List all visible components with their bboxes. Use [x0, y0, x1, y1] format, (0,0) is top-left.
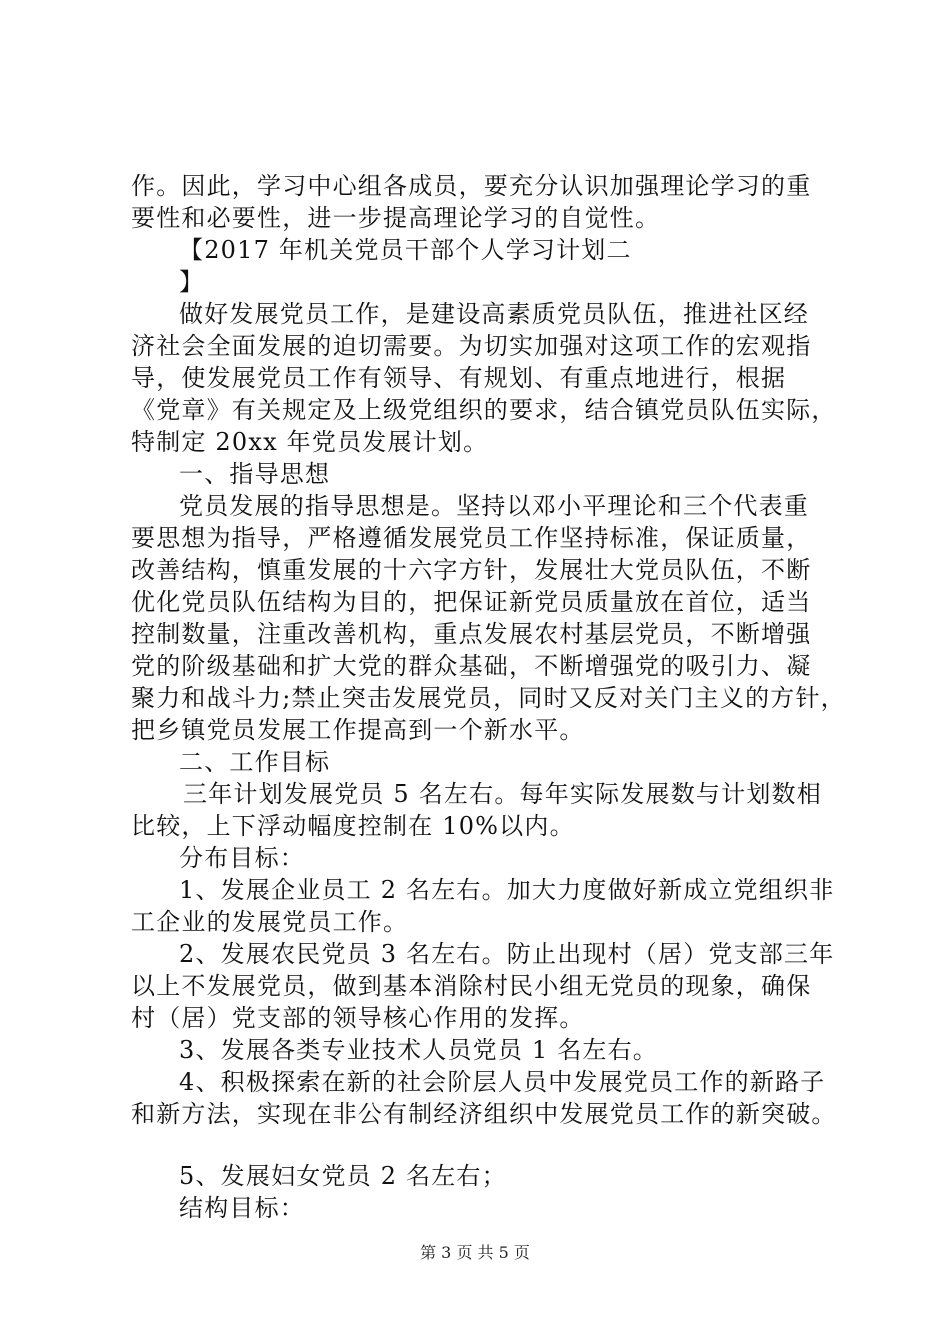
paragraph-line: 聚力和战斗力;禁止突击发展党员，同时又反对关门主义的方针， — [131, 684, 846, 712]
list-item: 3、发展各类专业技术人员党员 1 名左右。 — [179, 1036, 658, 1064]
paragraph-line: 做好发展党员工作，是建设高素质党员队伍，推进社区经 — [179, 300, 809, 328]
page-footer — [0, 1243, 950, 1263]
paragraph-line: 把乡镇党员发展工作提高到一个新水平。 — [131, 716, 585, 744]
page-number: 第 3 页 共 5 页 — [420, 1243, 530, 1262]
paragraph-line: 作。因此，学习中心组各成员，要充分认识加强理论学习的重 — [131, 172, 812, 200]
paragraph-line: 济社会全面发展的迫切需要。为切实加强对这项工作的宏观指 — [131, 332, 812, 360]
paragraph-line: 特制定 20xx 年党员发展计划。 — [131, 428, 489, 456]
list-item-continuation: 和新方法，实现在非公有制经济组织中发展党员工作的新突破。 — [131, 1100, 837, 1128]
subheading: 结构目标： — [179, 1194, 305, 1222]
paragraph-line: 三年计划发展党员 5 名左右。每年实际发展数与计划数相 — [183, 780, 822, 808]
paragraph-line: 要性和必要性，进一步提高理论学习的自觉性。 — [131, 204, 661, 232]
list-item: 2、发展农民党员 3 名左右。防止出现村（居）党支部三年 — [179, 940, 835, 968]
section-heading: 【2017 年机关党员干部个人学习计划二 — [179, 236, 632, 264]
paragraph-line: 比较，上下浮动幅度控制在 10%以内。 — [131, 812, 575, 840]
paragraph-line: 优化党员队伍结构为目的，把保证新党员质量放在首位，适当 — [131, 588, 812, 616]
paragraph-line: 导，使发展党员工作有领导、有规划、有重点地进行，根据 — [131, 364, 787, 392]
paragraph-line: 《党章》有关规定及上级党组织的要求，结合镇党员队伍实际， — [131, 396, 837, 424]
list-item-continuation: 村（居）党支部的领导核心作用的发挥。 — [131, 1004, 585, 1032]
paragraph-gap — [131, 1130, 837, 1160]
section-heading: 二、工作目标 — [179, 748, 331, 776]
paragraph-line: 控制数量，注重改善机构，重点发展农村基层党员，不断增强 — [131, 620, 812, 648]
paragraph-line: 改善结构，慎重发展的十六字方针，发展壮大党员队伍，不断 — [131, 556, 812, 584]
section-heading: 】 — [179, 268, 205, 296]
list-item: 1、发展企业员工 2 名左右。加大力度做好新成立党组织非 — [179, 876, 835, 904]
list-item: 5、发展妇女党员 2 名左右； — [179, 1162, 507, 1190]
document-body — [131, 170, 846, 1224]
section-heading: 一、指导思想 — [179, 460, 331, 488]
list-item: 4、积极探索在新的社会阶层人员中发展党员工作的新路子 — [179, 1068, 826, 1096]
paragraph-line: 党员发展的指导思想是。坚持以邓小平理论和三个代表重 — [179, 492, 809, 520]
paragraph-line: 要思想为指导，严格遵循发展党员工作坚持标准，保证质量， — [131, 524, 812, 552]
list-item-continuation: 以上不发展党员，做到基本消除村民小组无党员的现象，确保 — [131, 972, 812, 1000]
list-item-continuation: 工企业的发展党员工作。 — [131, 908, 409, 936]
subheading: 分布目标： — [179, 844, 305, 872]
paragraph-line: 党的阶级基础和扩大党的群众基础，不断增强党的吸引力、凝 — [131, 652, 812, 680]
